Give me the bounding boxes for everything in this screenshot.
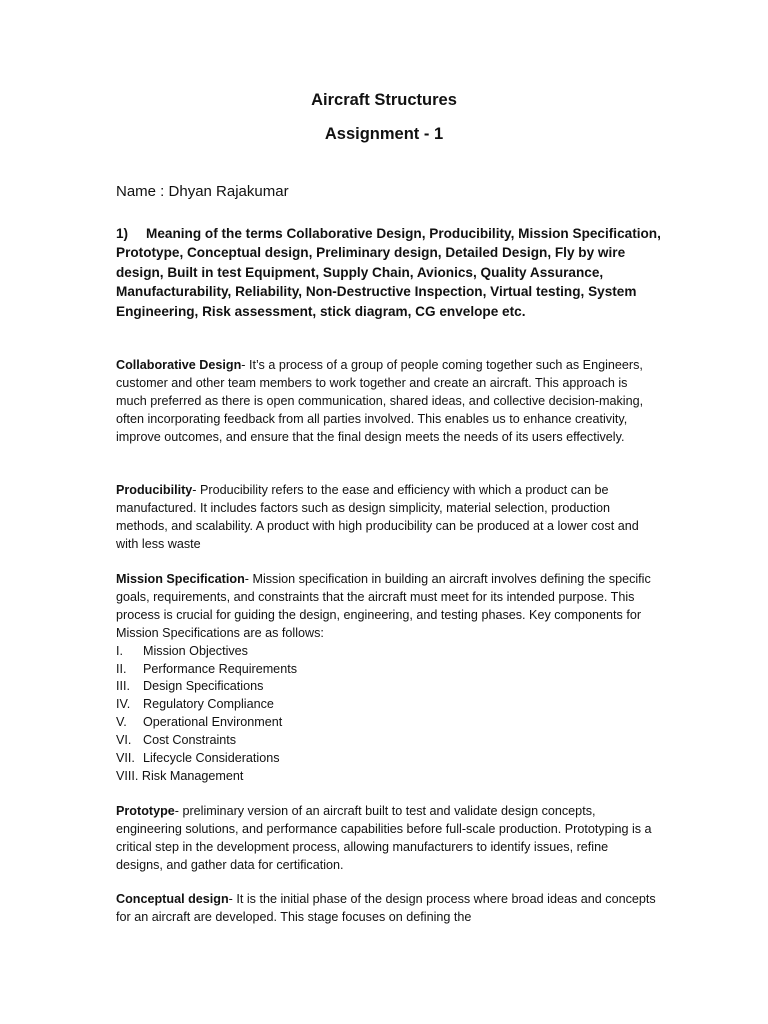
paragraph-prototype (116, 803, 656, 875)
list-item (116, 643, 656, 661)
paragraph-producibility (116, 482, 656, 554)
list-item (116, 696, 656, 714)
question-heading (116, 224, 661, 321)
list-item (116, 732, 656, 750)
student-name: Name : Dhyan Rajakumar (116, 183, 289, 200)
list-numeral: II. (116, 661, 127, 676)
question-text: Meaning of the terms Collaborative Design, Producibility, Mission Specification, Prototype, Conceptual design, Preliminary design, Detailed Design, Fly by wire design, Built in test Equipment, Supply Chain, Avionics, Quality Assurance, Manufacturability, Reliability, Non-Destructive Inspection, Virtual testing, System Engineering, Risk assessment, stick diagram, CG envelope etc. (116, 226, 661, 319)
definition-producibility: - Producibility refers to the ease and efficiency with which a product can be manufactured. It includes factors such as design simplicity, material selection, production methods, and scalability. A product with high producibility can be produced at a lower cost and with less waste (116, 483, 639, 551)
list-item (116, 750, 656, 768)
list-item-label: Operational Environment (143, 715, 283, 730)
term-mission-specification: Mission Specification (116, 572, 245, 586)
list-numeral: VI. (116, 733, 132, 748)
list-item (116, 661, 656, 679)
list-item (116, 768, 656, 786)
term-conceptual-design: Conceptual design (116, 892, 229, 906)
list-numeral: IV. (116, 697, 131, 712)
paragraph-mission-specification (116, 571, 656, 786)
list-item (116, 714, 656, 732)
list-item-label: Risk Management (141, 768, 244, 783)
list-item-label: Performance Requirements (143, 661, 297, 676)
list-item-label: Cost Constraints (143, 733, 237, 748)
definition-conceptual-design: - It is the initial phase of the design process where broad ideas and concepts for an aircraft are developed. This stage focuses on defining the (116, 892, 656, 924)
paragraph-collaborative-design (116, 357, 656, 447)
list-item-label: Regulatory Compliance (143, 697, 274, 712)
paragraph-conceptual-design (116, 891, 656, 927)
question-number: 1) (116, 226, 129, 241)
list-numeral: III. (116, 679, 130, 694)
term-prototype: Prototype (116, 804, 175, 818)
mission-components-list (116, 643, 656, 786)
list-numeral: VIII. (116, 768, 139, 783)
document-subtitle: Assignment - 1 (324, 125, 444, 143)
definition-prototype: - preliminary version of an aircraft built to test and validate design concepts, engineering solutions, and performance capabilities before full-scale production. Prototyping is a critical step in the development process, allowing manufacturers to identify issues, refine designs, and gather data for certification. (116, 804, 652, 872)
list-numeral: V. (116, 715, 127, 730)
term-collaborative-design: Collaborative Design (116, 358, 242, 372)
list-item-label: Mission Objectives (143, 643, 248, 658)
definition-collaborative-design: - It’s a process of a group of people coming together such as Engineers, customer and other team members to work together and create an aircraft. This approach is much preferred as there is open communication, shared ideas, and collective decision-making, often incorporating feedback from all parties involved. This enables us to enhance creativity, improve outcomes, and ensure that the final design meets the needs of its users effectively. (116, 358, 644, 444)
list-item-label: Lifecycle Considerations (143, 751, 280, 766)
list-numeral: VII. (116, 751, 135, 766)
list-item-label: Design Specifications (143, 679, 264, 694)
list-numeral: I. (116, 643, 123, 658)
document-title: Aircraft Structures (311, 91, 457, 109)
term-producibility: Producibility (116, 483, 193, 497)
list-item (116, 678, 656, 696)
definition-mission-specification: - Mission specification in building an aircraft involves defining the specific goals, requirements, and constraints that the aircraft must meet for its intended purpose. This process is crucial for guiding the design, engineering, and testing phases. Key components for Mission Specifications are as follows: (116, 572, 651, 640)
